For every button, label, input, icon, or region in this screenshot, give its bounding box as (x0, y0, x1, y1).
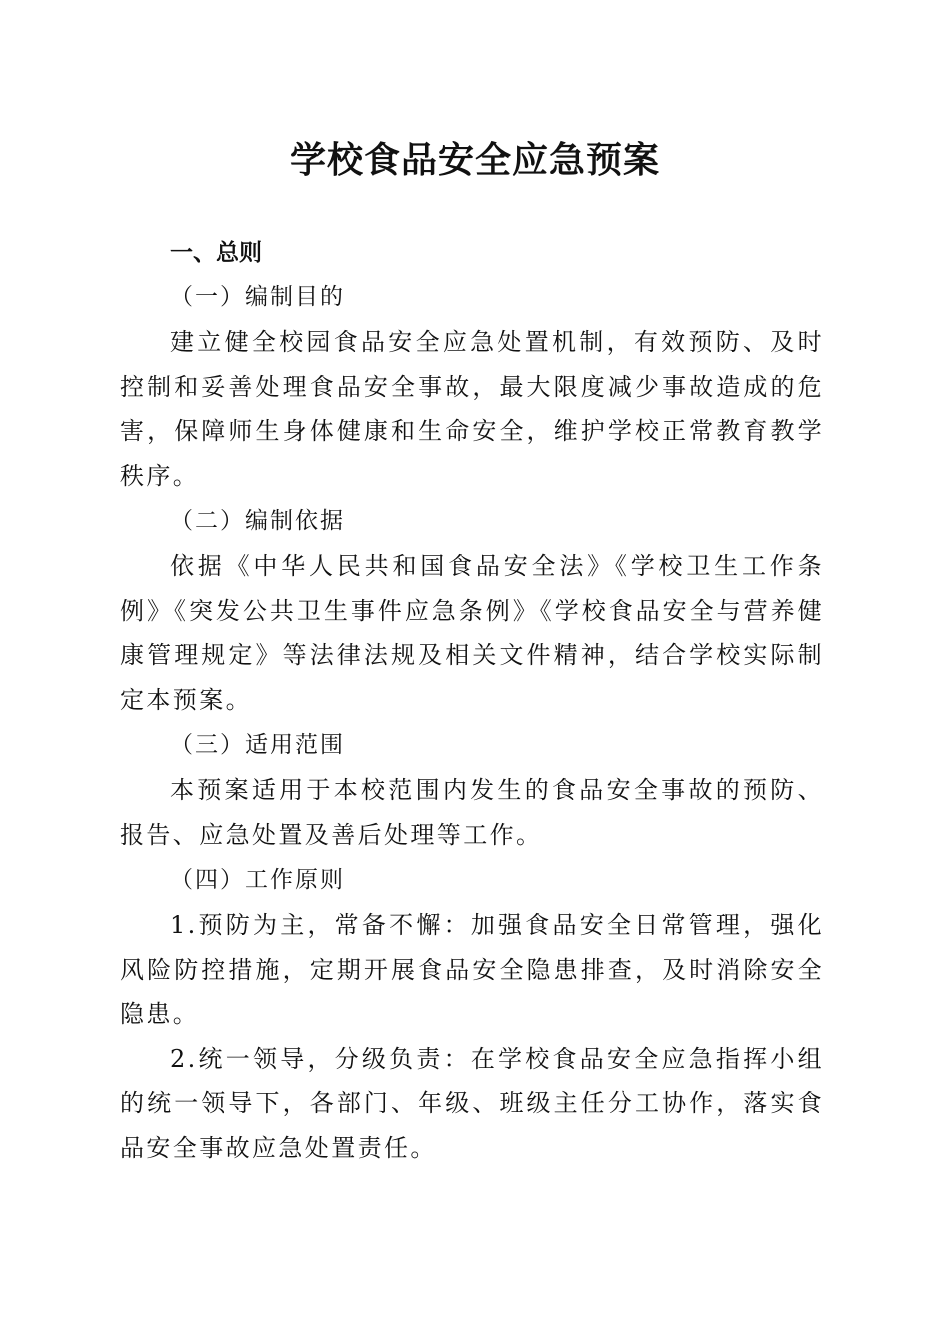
paragraph-scope: 本预案适用于本校范围内发生的食品安全事故的预防、报告、应急处置及善后处理等工作。 (120, 776, 824, 849)
section-heading-general: 一、总则 (170, 240, 262, 266)
paragraph-principle-2: 2.统一领导，分级负责：在学校食品安全应急指挥小组的统一领导下，各部门、年级、班级主任分工协作，落实食品安全事故应急处置责任。 (120, 1044, 824, 1162)
document-body (120, 232, 824, 1170)
document-title: 学校食品安全应急预案 (289, 139, 660, 181)
paragraph-purpose: 建立健全校园食品安全应急处置机制，有效预防、及时控制和妥善处理食品安全事故，最大限度减少事故造成的危害，保障师生身体健康和生命安全，维护学校正常教育教学秩序。 (120, 328, 824, 490)
subheading-purpose: （一）编制目的 (170, 284, 345, 310)
subheading-principles: （四）工作原则 (170, 867, 345, 893)
paragraph-principle-1: 1.预防为主，常备不懈：加强食品安全日常管理，强化风险防控措施，定期开展食品安全隐患排查，及时消除安全隐患。 (120, 911, 824, 1028)
paragraph-basis: 依据《中华人民共和国食品安全法》《学校卫生工作条例》《突发公共卫生事件应急条例》《学校食品安全与营养健康管理规定》等法律法规及相关文件精神，结合学校实际制定本预案。 (120, 552, 824, 714)
subheading-basis: （二）编制依据 (170, 508, 345, 534)
subheading-scope: （三）适用范围 (170, 732, 345, 758)
